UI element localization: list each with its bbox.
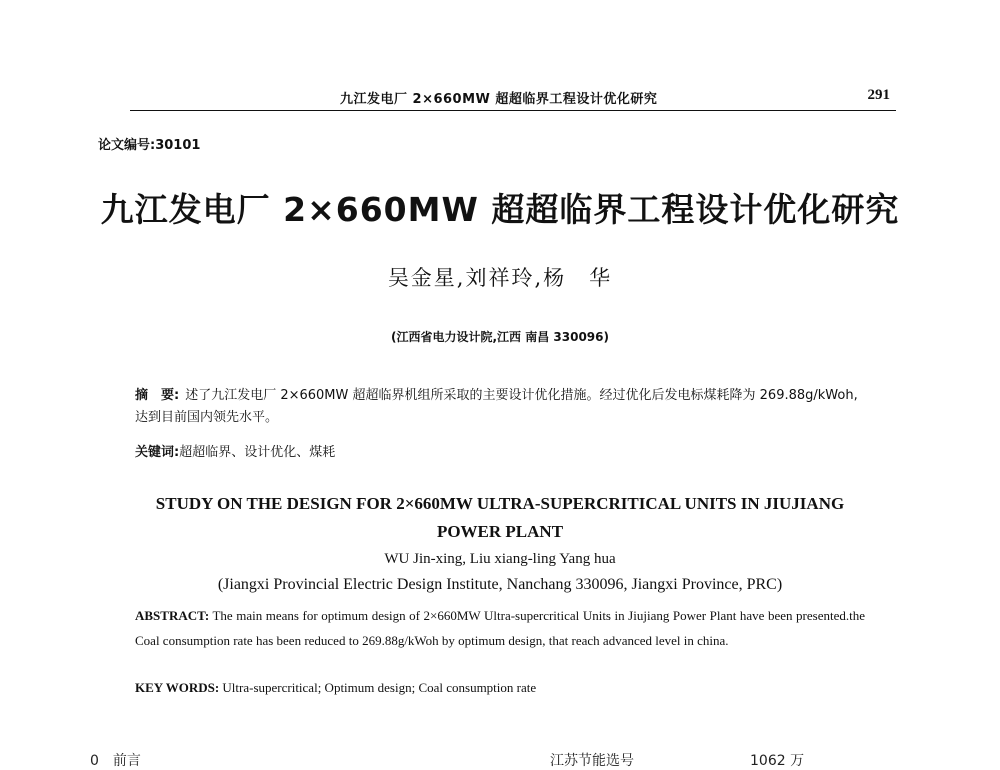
page-number: 291 (867, 87, 890, 103)
english-keywords-label: KEY WORDS: (135, 680, 220, 695)
cut-off-footer-line (90, 750, 910, 769)
header-rule (130, 110, 896, 111)
running-header (130, 86, 896, 108)
chinese-authors: 吴金星,刘祥玲,杨 华 (387, 266, 613, 290)
footer-left-text: 0 前言 (90, 753, 141, 769)
paper-id: 论文编号:30101 (98, 138, 201, 153)
english-keywords (135, 680, 865, 696)
english-abstract-label: ABSTRACT: (135, 608, 210, 623)
english-abstract (135, 603, 865, 653)
chinese-affiliation: (江西省电力设计院,江西 南昌 330096) (391, 330, 609, 344)
running-title: 九江发电厂 2×660MW 超超临界工程设计优化研究 (340, 92, 658, 107)
chinese-title: 九江发电厂 2×660MW 超超临界工程设计优化研究 (100, 190, 900, 229)
chinese-keywords (135, 441, 865, 460)
english-title (110, 490, 890, 546)
footer-right-text: 1062 万 (750, 753, 805, 769)
chinese-keywords-label: 关键词: (135, 445, 180, 460)
chinese-abstract-text: 述了九江发电厂 2×660MW 超超临界机组所采取的主要设计优化措施。经过优化后发电标煤耗降为 269.88g/kWoh,达到目前国内领先水平。 (135, 388, 858, 425)
chinese-abstract-label: 摘 要: (135, 388, 180, 403)
english-abstract-text: The main means for optimum design of 2×660MW Ultra-supercritical Units in Jiujiang Power Plant have been presented.the Coal consumption rate has been reduced to 269.88g/kWoh by optimum design, that reach advanced level in china. (135, 608, 865, 648)
english-keywords-text: Ultra-supercritical; Optimum design; Coal consumption rate (222, 680, 537, 695)
footer-middle-text: 江苏节能选号 (550, 753, 634, 769)
chinese-keywords-text: 超超临界、设计优化、煤耗 (179, 445, 336, 460)
english-title-line-1: STUDY ON THE DESIGN FOR 2×660MW ULTRA-SUPERCRITICAL UNITS IN JIUJIANG (155, 494, 845, 513)
chinese-abstract (135, 385, 865, 429)
english-title-line-2: POWER PLANT (436, 522, 564, 541)
english-authors: WU Jin-xing, Liu xiang-ling Yang hua (384, 551, 616, 567)
english-affiliation: (Jiangxi Provincial Electric Design Institute, Nanchang 330096, Jiangxi Province, PRC) (217, 576, 783, 593)
